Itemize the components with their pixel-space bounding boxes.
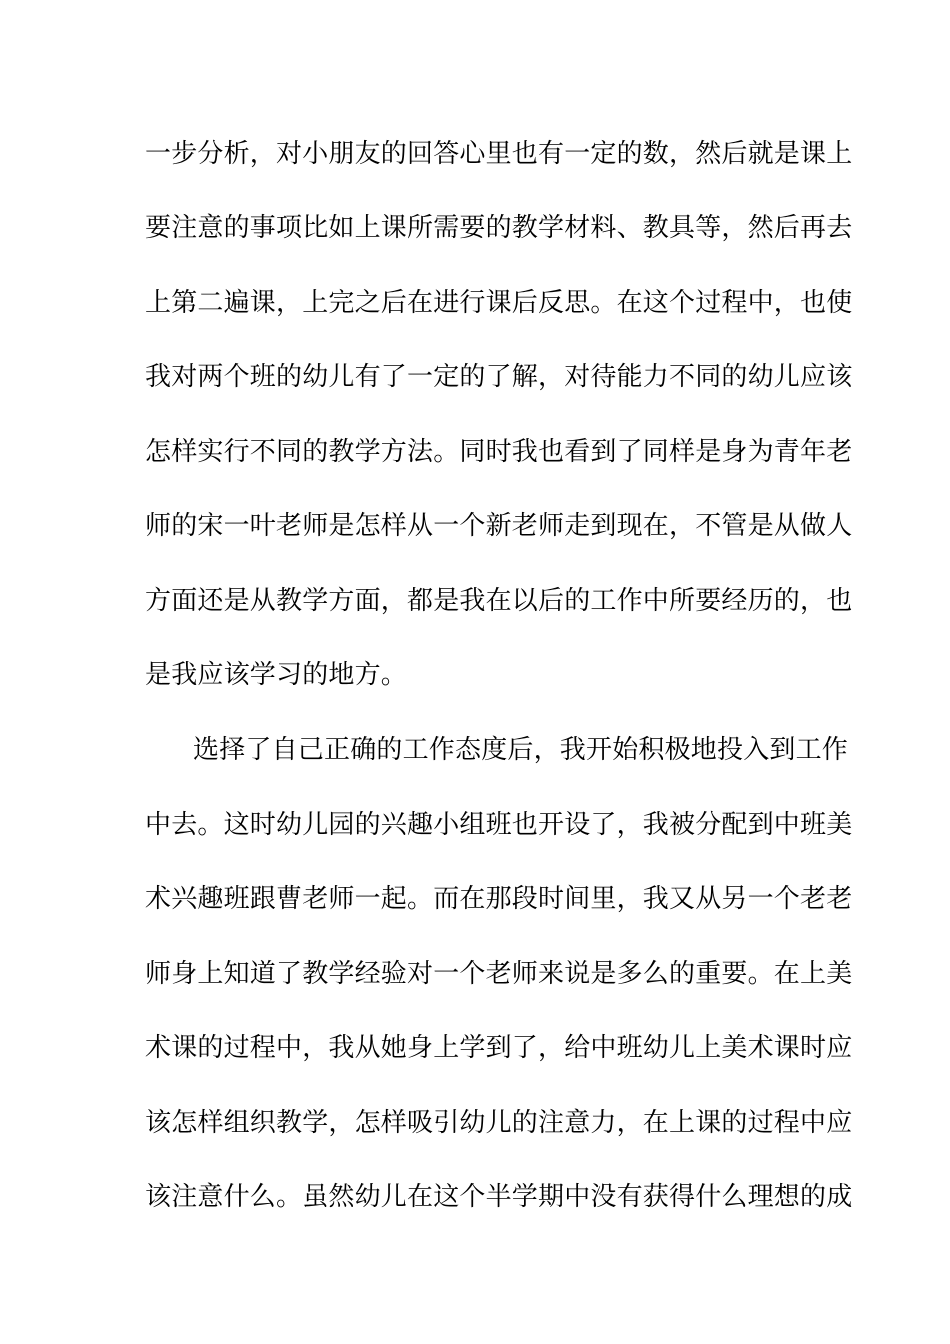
paragraph-line: 该怎样组织教学，怎样吸引幼儿的注意力，在上课的过程中应 bbox=[145, 1108, 853, 1138]
paragraph-line: 术课的过程中，我从她身上学到了，给中班幼儿上美术课时应 bbox=[145, 1033, 853, 1063]
paragraph-line: 该注意什么。虽然幼儿在这个半学期中没有获得什么理想的成 bbox=[145, 1182, 853, 1212]
paragraph-line: 师身上知道了教学经验对一个老师来说是多么的重要。在上美 bbox=[145, 959, 853, 989]
paragraph-line: 一步分析，对小朋友的回答心里也有一定的数，然后就是课上 bbox=[145, 139, 853, 169]
paragraph-line: 选择了自己正确的工作态度后，我开始积极地投入到工作 bbox=[193, 735, 849, 765]
paragraph-line: 师的宋一叶老师是怎样从一个新老师走到现在，不管是从做人 bbox=[145, 511, 853, 541]
paragraph-line: 中去。这时幼儿园的兴趣小组班也开设了，我被分配到中班美 bbox=[145, 810, 853, 840]
paragraph-line: 是我应该学习的地方。 bbox=[145, 660, 408, 690]
paragraph-line: 我对两个班的幼儿有了一定的了解，对待能力不同的幼儿应该 bbox=[145, 362, 853, 392]
paragraph-line: 术兴趣班跟曹老师一起。而在那段时间里，我又从另一个老老 bbox=[145, 884, 853, 914]
paragraph-line: 怎样实行不同的教学方法。同时我也看到了同样是身为青年老 bbox=[145, 437, 853, 467]
paragraph-line: 方面还是从教学方面，都是我在以后的工作中所要经历的，也 bbox=[145, 586, 853, 616]
paragraph-line: 要注意的事项比如上课所需要的教学材料、教具等，然后再去 bbox=[145, 213, 853, 243]
paragraph-line: 上第二遍课，上完之后在进行课后反思。在这个过程中，也使 bbox=[145, 288, 853, 318]
